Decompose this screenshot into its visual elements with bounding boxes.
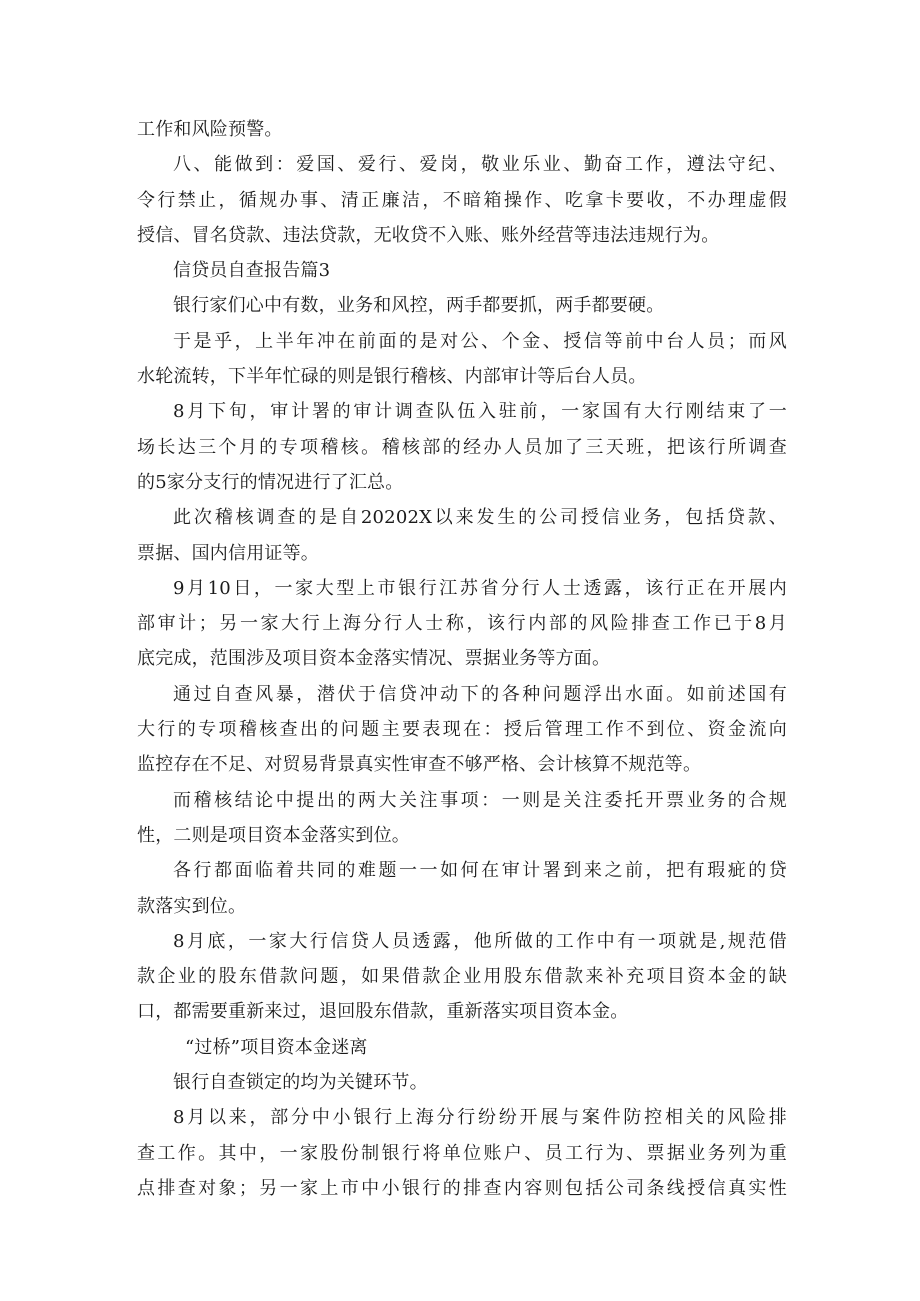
- paragraph-line: 8月下旬，审计署的审计调查队伍入驻前，一家国有大行刚结束了一: [173, 401, 787, 423]
- paragraph-line: 款落实到位。: [137, 895, 247, 917]
- paragraph-line: 口，都需要重新来过，退回股东借款，重新落实项目资本金。: [137, 1001, 629, 1023]
- paragraph-line: 而稽核结论中提出的两大关注事项：一则是关注委托开票业务的合规: [173, 789, 787, 811]
- paragraph-line: 令行禁止，循规办事、清正廉洁，不暗箱操作、吃拿卡要收，不办理虚假: [137, 189, 787, 211]
- section-heading: “过桥”项目资本金迷离: [185, 1036, 368, 1058]
- section-heading: 信贷员自查报告篇3: [173, 260, 331, 282]
- paragraph-line: 部审计；另一家大行上海分行人士称，该行内部的风险排查工作已于8月: [137, 613, 787, 635]
- paragraph-line: 点排查对象；另一家上市中小银行的排查内容则包括公司条线授信真实性: [137, 1177, 787, 1199]
- paragraph-line: 银行自查锁定的均为关键环节。: [173, 1072, 428, 1094]
- paragraph-line: 工作和风险预警。: [137, 119, 283, 140]
- paragraph-line: 场长达三个月的专项稽核。稽核部的经办人员加了三天班，把该行所调查: [137, 436, 787, 458]
- paragraph-line: 性，二则是项目资本金落实到位。: [137, 824, 410, 846]
- paragraph-line: 监控存在不足、对贸易背景真实性审查不够严格、会计核算不规范等。: [137, 754, 702, 776]
- paragraph-line: 授信、冒名贷款、违法贷款，无收贷不入账、账外经营等违法违规行为。: [137, 224, 720, 246]
- paragraph-line: 八、能做到：爱国、爱行、爱岗，敬业乐业、勤奋工作，遵法守纪、: [173, 154, 787, 176]
- paragraph-line: 各行都面临着共同的难题一一如何在审计署到来之前，把有瑕疵的贷: [173, 860, 787, 882]
- paragraph-line: 的5家分支行的情况进行了汇总。: [137, 471, 404, 493]
- paragraph-line: 此次稽核调查的是自20202X以来发生的公司授信业务，包括贷款、: [173, 507, 787, 529]
- paragraph-line: 通过自查风暴，潜伏于信贷冲动下的各种问题浮出水面。如前述国有: [173, 683, 787, 705]
- paragraph-line: 银行家们心中有数，业务和风控，两手都要抓，两手都要硬。: [173, 295, 665, 317]
- paragraph-line: 8月底，一家大行信贷人员透露，他所做的工作中有一项就是,规范借: [173, 930, 787, 952]
- document-body: [137, 112, 787, 1206]
- paragraph-line: 款企业的股东借款问题，如果借款企业用股东借款来补充项目资本金的缺: [137, 966, 787, 988]
- paragraph-line: 查工作。其中，一家股份制银行将单位账户、员工行为、票据业务列为重: [137, 1142, 787, 1164]
- paragraph-line: 9月10日，一家大型上市银行江苏省分行人士透露，该行正在开展内: [173, 577, 787, 599]
- paragraph-line: 水轮流转，下半年忙碌的则是银行稽核、内部审计等后台人员。: [137, 366, 647, 388]
- paragraph-line: 于是乎，上半年冲在前面的是对公、个金、授信等前中台人员；而风: [173, 330, 787, 352]
- paragraph-line: 票据、国内信用证等。: [137, 542, 319, 564]
- paragraph-line: 大行的专项稽核查出的问题主要表现在：授后管理工作不到位、资金流向: [137, 719, 787, 741]
- paragraph-line: 8月以来，部分中小银行上海分行纷纷开展与案件防控相关的风险排: [173, 1107, 787, 1129]
- paragraph-line: 底完成，范围涉及项目资本金落实情况、票据业务等方面。: [137, 648, 611, 670]
